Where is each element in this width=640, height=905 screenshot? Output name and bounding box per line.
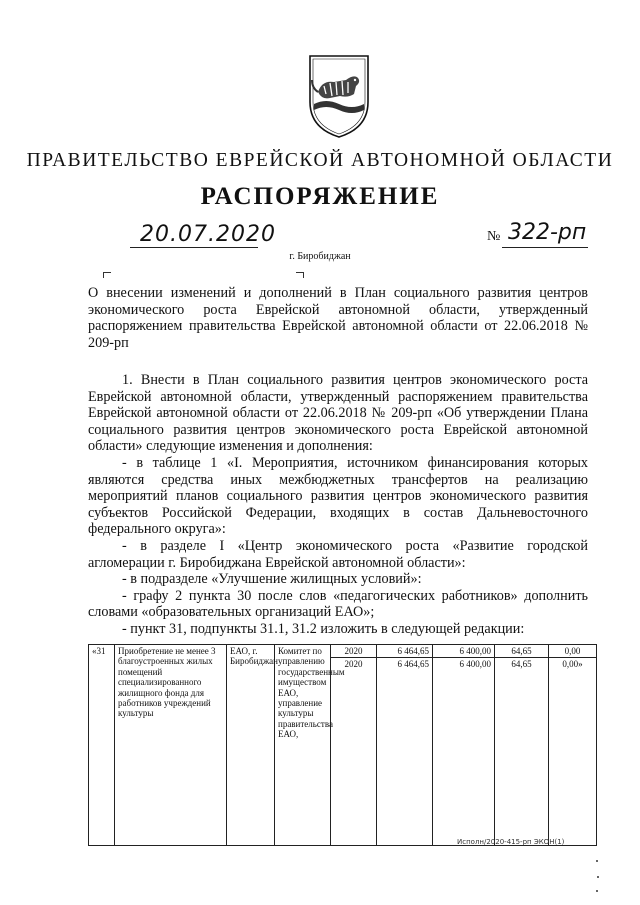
- cell-regional: 64,65: [495, 645, 549, 658]
- table-row: [89, 645, 597, 658]
- scan-artifact: [596, 860, 598, 862]
- cell-year: 2020: [331, 645, 377, 658]
- file-identifier: Исполн/2020-415-рп ЭКОН(1): [457, 838, 565, 846]
- body-paragraph: - в таблице 1 «I. Мероприятия, источником финансирования которых являются средства иных межбюджетных трансфертов на реализацию мероприятий планов социального развития центров экономического развития субъектов Российской Федерации, входящих в состав Дальневосточного федерального округа»:: [88, 454, 588, 538]
- cell-other: 0,00»: [549, 658, 597, 846]
- subject-corner-right: [296, 272, 304, 278]
- cell-total: 6 464,65: [377, 658, 433, 846]
- government-title: ПРАВИТЕЛЬСТВО ЕВРЕЙСКОЙ АВТОНОМНОЙ ОБЛАСТИ: [26, 150, 614, 171]
- cell-num: «31: [89, 645, 115, 846]
- date-underline: [130, 247, 258, 248]
- subject-corner-left: [103, 272, 111, 278]
- city-line: г. Биробиджан: [289, 251, 351, 262]
- document-type-heading: РАСПОРЯЖЕНИЕ: [200, 183, 440, 210]
- cell-federal: 6 400,00: [433, 658, 495, 846]
- document-date: 20.07.2020: [140, 222, 276, 247]
- number-label: №: [487, 229, 501, 244]
- coat-of-arms-emblem: [300, 52, 378, 140]
- cell-executor: Комитет по управлению государственным имуществом ЕАО, управление культуры правительства ЕАО,: [275, 645, 331, 846]
- document-subject: О внесении изменений и дополнений в План социального развития центров экономического роста Еврейской автономной области, утвержденный распоряжением правительства Еврейской автономной области от 22.06.2018 № 209-рп: [88, 285, 588, 351]
- cell-other: 0,00: [549, 645, 597, 658]
- cell-total: 6 464,65: [377, 645, 433, 658]
- body-paragraph: - в подразделе «Улучшение жилищных условий»:: [122, 571, 422, 588]
- plan-table: [88, 644, 597, 846]
- document-body: [88, 372, 588, 638]
- body-paragraph: - в разделе I «Центр экономического роста «Развитие городской агломерации г. Биробиджана Еврейской автономной области»:: [88, 537, 588, 571]
- cell-federal: 6 400,00: [433, 645, 495, 658]
- body-paragraph: 1. Внести в План социального развития центров экономического роста Еврейской автономной области, утвержденный распоряжением правительства Еврейской автономной области от 22.06.2018 № 209-рп «Об утверждении Плана социального развития центров экономического роста Еврейской автономной области» следующие изменения и дополнения:: [88, 372, 588, 455]
- body-paragraph: - графу 2 пункта 30 после слов «педагогических работников» дополнить словами «образовательных организаций ЕАО»;: [88, 587, 588, 621]
- scan-artifact: [597, 876, 599, 878]
- number-underline: [502, 247, 588, 248]
- cell-regional: 64,65: [495, 658, 549, 846]
- cell-description: Приобретение не менее 3 благоустроенных жилых помещений специализированного жилищного фонда для работников учреждений культуры: [115, 645, 227, 846]
- cell-place: ЕАО, г. Биробиджан: [227, 645, 275, 846]
- body-paragraph: - пункт 31, подпункты 31.1, 31.2 изложить в следующей редакции:: [122, 620, 525, 637]
- scan-artifact: [596, 890, 598, 892]
- document-number: 322-рп: [508, 220, 587, 245]
- cell-year: 2020: [331, 658, 377, 846]
